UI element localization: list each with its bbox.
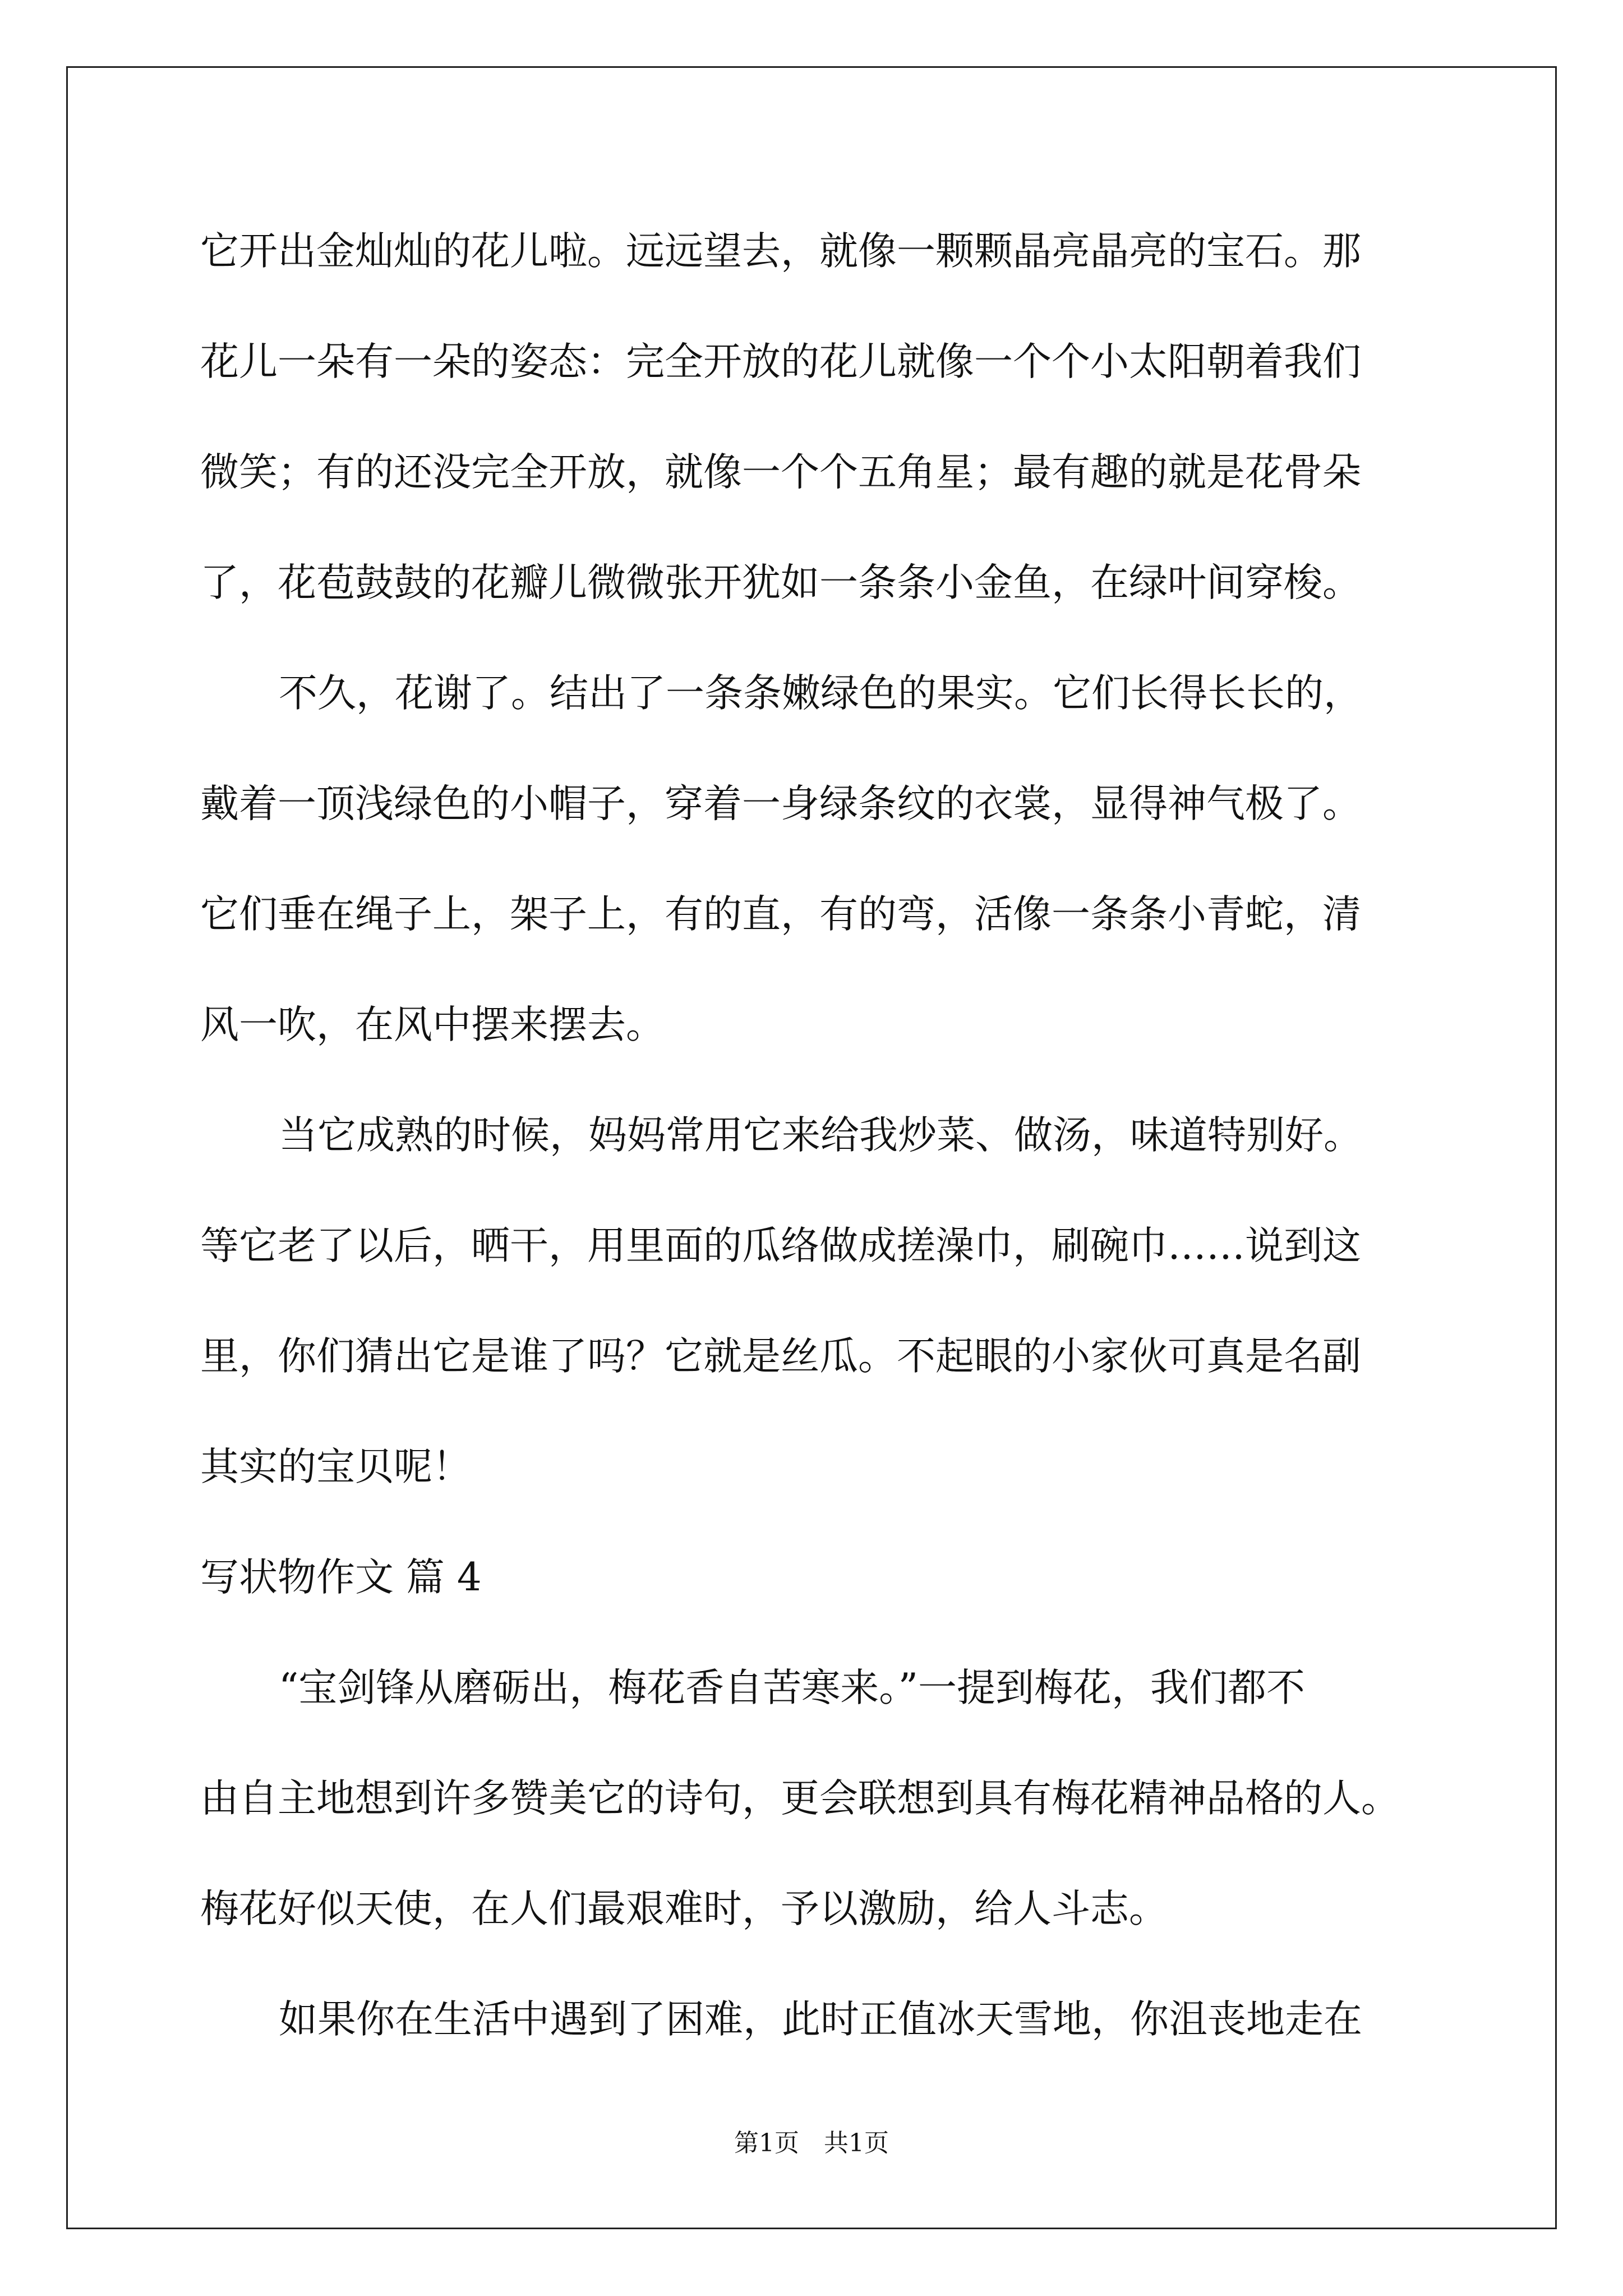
text-line: 如果你在生活中遇到了困难，此时正值冰天雪地，你沮丧地走在	[279, 1997, 1362, 2042]
text-line: 风一吹，在风中摆来摆去。	[200, 1002, 665, 1047]
text-line: 当它成熟的时候，妈妈常用它来给我炒菜、做汤，味道特别好。	[279, 1113, 1362, 1158]
text-line: 戴着一顶浅绿色的小帽子，穿着一身绿条纹的衣裳，显得神气极了。	[200, 781, 1361, 826]
text-line: 梅花好似天使，在人们最艰难时，予以激励，给人斗志。	[200, 1887, 1168, 1931]
text-line: 微笑；有的还没完全开放，就像一个个五角星；最有趣的就是花骨朵	[200, 450, 1361, 495]
page-footer: 第1页 共1页	[734, 2129, 889, 2157]
text-line: 等它老了以后，晒干，用里面的瓜络做成搓澡巾，刷碗巾……说到这	[200, 1223, 1361, 1268]
document-body	[200, 210, 1434, 2089]
section-heading: 写状物作文 篇 4	[200, 1555, 482, 1600]
text-line: 了，花苞鼓鼓的花瓣儿微微张开犹如一条条小金鱼，在绿叶间穿梭。	[200, 560, 1361, 605]
text-line: 里，你们猜出它是谁了吗？它就是丝瓜。不起眼的小家伙可真是名副	[200, 1334, 1361, 1379]
text-line: 不久，花谢了。结出了一条条嫩绿色的果实。它们长得长长的，	[279, 671, 1362, 716]
text-line: 其实的宝贝呢！	[200, 1444, 471, 1489]
text-line: 由自主地想到许多赞美它的诗句，更会联想到具有梅花精神品格的人。	[200, 1776, 1400, 1821]
text-line: “宝剑锋从磨砺出，梅花香自苦寒来。”一提到梅花，我们都不	[279, 1665, 1306, 1710]
text-line: 花儿一朵有一朵的姿态：完全开放的花儿就像一个个小太阳朝着我们	[200, 339, 1361, 384]
text-line: 它开出金灿灿的花儿啦。远远望去，就像一颗颗晶亮晶亮的宝石。那	[200, 229, 1361, 274]
text-line: 它们垂在绳子上，架子上，有的直，有的弯，活像一条条小青蛇，清	[200, 892, 1361, 937]
